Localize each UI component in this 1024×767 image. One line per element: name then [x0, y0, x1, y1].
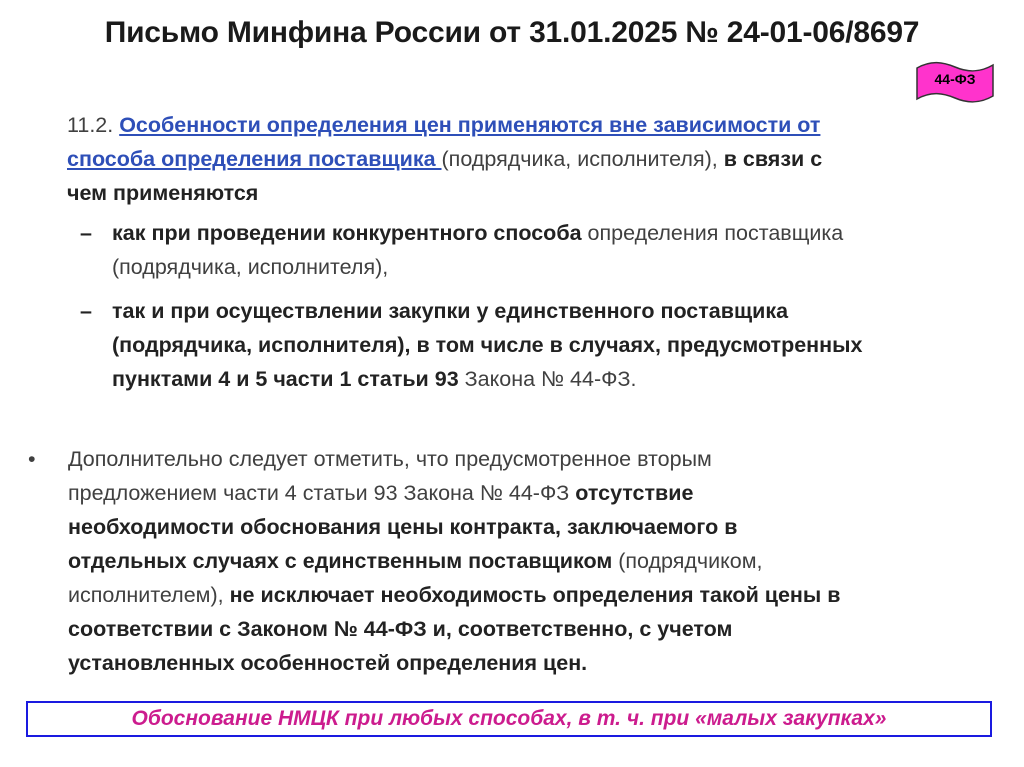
- bullet-line: [68, 544, 998, 578]
- bullet-bold: не исключает необходимость определения такой цены в: [229, 583, 841, 607]
- paragraph-normal-text: (подрядчика, исполнителя),: [441, 147, 724, 171]
- dash-item-bold: как при проведении конкурентного способа: [112, 221, 582, 245]
- paragraph-11-2: [67, 108, 967, 210]
- bullet-line: [68, 442, 998, 476]
- price-features-link-part-2[interactable]: способа определения поставщика: [67, 147, 442, 171]
- bullet-bold: установленных особенностей определения цен.: [68, 651, 588, 675]
- dash-item-bold: так и при осуществлении закупки у единственного поставщика: [112, 299, 789, 323]
- paragraph-number: 11.2.: [67, 113, 120, 137]
- dash-item-text: [112, 294, 982, 396]
- footer-banner-text: Обоснование НМЦК при любых способах, в т. ч. при «малых закупках»: [131, 707, 887, 730]
- paragraph-bold-text-2: чем применяются: [67, 181, 259, 205]
- price-features-link-part-1[interactable]: Особенности определения цен применяются вне зависимости от: [119, 113, 821, 137]
- paragraph-line-1: [67, 108, 967, 142]
- bullet-bold: отдельных случаях с единственным поставщиком: [68, 549, 613, 573]
- dash-item-bold: пунктами 4 и 5 части 1 статьи 93: [112, 367, 459, 391]
- page-title: Письмо Минфина России от 31.01.2025 № 24-01-06/8697: [104, 16, 920, 49]
- paragraph-line-3: [67, 176, 967, 210]
- bullet-normal: предложением части 4 статьи 93 Закона № 44-ФЗ: [68, 481, 576, 505]
- bullet-bold: соответствии с Законом № 44-ФЗ и, соответственно, с учетом: [68, 617, 733, 641]
- bullet-normal: Дополнительно следует отметить, что предусмотренное вторым: [68, 447, 712, 471]
- bullet-line: [68, 476, 998, 510]
- bullet-marker: •: [28, 447, 36, 471]
- dash-item-normal: определения поставщика: [581, 221, 844, 245]
- bullet-normal: (подрядчиком,: [612, 549, 763, 573]
- bullet-line: [68, 612, 998, 646]
- bullet-line: [68, 646, 998, 680]
- dash-item-line: [112, 362, 982, 396]
- paragraph-bold-text-1: в связи с: [723, 147, 823, 171]
- dash-item-line: [112, 216, 982, 250]
- dash-item-line: [112, 294, 982, 328]
- bullet-normal: исполнителем),: [68, 583, 230, 607]
- paragraph-line-2: [67, 142, 967, 176]
- dash-item-normal: Закона № 44-ФЗ.: [458, 367, 637, 391]
- footer-banner: [26, 701, 992, 737]
- dash-item-line: [112, 328, 982, 362]
- bullet-line: [68, 510, 998, 544]
- bullet-line: [68, 578, 998, 612]
- bullet-text: [68, 442, 998, 680]
- bullet-bold: необходимости обоснования цены контракта, заключаемого в: [68, 515, 738, 539]
- dash-marker: –: [80, 221, 92, 245]
- bullet-bold: отсутствие: [575, 481, 694, 505]
- dash-item-text: [112, 216, 982, 284]
- dash-item-bold: (подрядчика, исполнителя), в том числе в случаях, предусмотренных: [112, 333, 863, 357]
- dash-item-line: [112, 250, 982, 284]
- dash-item-normal: (подрядчика, исполнителя),: [112, 255, 389, 279]
- dash-marker: –: [80, 299, 92, 323]
- law-badge: [915, 60, 995, 104]
- law-badge-label: 44-ФЗ: [934, 71, 976, 87]
